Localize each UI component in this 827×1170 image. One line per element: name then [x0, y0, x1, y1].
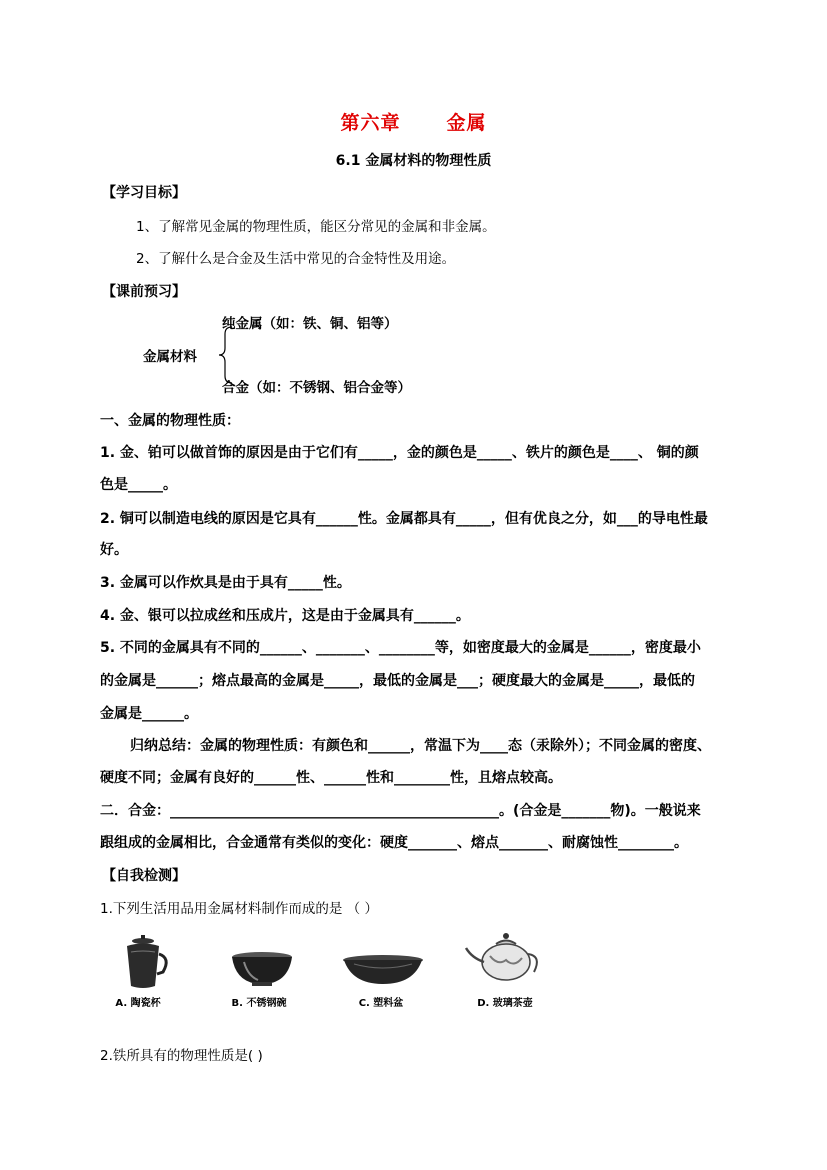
- q5-line2: 的金属是______；熔点最高的金属是_____，最低的金属是___；硬度最大的金属是_____，最低的: [100, 673, 695, 689]
- glass-teapot-icon: [462, 932, 572, 1002]
- plastic-basin-icon: [338, 932, 448, 992]
- q1-line1: 1. 金、铂可以做首饰的原因是由于它们有_____，金的颜色是_____、铁片的颜色是____、 铜的颜: [100, 445, 699, 461]
- option-b-steel-bowl: [222, 932, 332, 1017]
- option-d-glass-teapot: [462, 932, 572, 1017]
- option-c-plastic-basin: [338, 932, 448, 1017]
- section1-heading: 一、金属的物理性质：: [100, 413, 240, 429]
- option-a-ceramic-cup: [97, 932, 207, 1017]
- alloy-line1: 二．合金：_______________________________________________。(合金是_______物)。一般说来: [100, 803, 701, 819]
- preview-heading: 【课前预习】: [102, 284, 186, 300]
- summary-line2: 硬度不同；金属有良好的______性、______性和________性，且熔点较高。: [100, 770, 562, 786]
- selfcheck-heading: 【自我检测】: [102, 868, 186, 884]
- ceramic-cup-icon: [97, 932, 207, 992]
- section-subtitle: 6.1 金属材料的物理性质: [335, 153, 492, 169]
- q3: 3. 金属可以作炊具是由于具有_____性。: [100, 575, 351, 591]
- chapter-topic: 金属: [446, 112, 487, 134]
- steel-bowl-icon: [222, 932, 332, 992]
- selfcheck-q2: 2.铁所具有的物理性质是( ): [100, 1048, 263, 1064]
- option-c-caption: C. 塑料盆: [358, 998, 404, 1009]
- selfcheck-q1: 1.下列生活用品用金属材料制作而成的是 （ ）: [100, 901, 378, 917]
- summary-line1: 归纳总结：金属的物理性质：有颜色和______，常温下为____态（汞除外）；不同金属的密度、: [130, 738, 711, 754]
- option-b-caption: B. 不锈钢碗: [231, 998, 287, 1009]
- metal-materials-label: 金属材料: [143, 349, 197, 365]
- chapter-label: 第六章: [340, 112, 401, 134]
- option-d-caption: D. 玻璃茶壶: [477, 998, 533, 1009]
- q5-line3: 金属是______。: [100, 706, 198, 722]
- alloy-line2: 跟组成的金属相比，合金通常有类似的变化：硬度_______、熔点_______、耐腐蚀性________。: [100, 835, 688, 851]
- q5-line1: 5. 不同的金属具有不同的______、_______、________等，如密度最大的金属是______，密度最小: [100, 640, 701, 656]
- goal-item: 2、了解什么是合金及生活中常见的合金特性及用途。: [136, 251, 456, 267]
- q1-line2: 色是_____。: [100, 477, 177, 493]
- chapter-title: [0, 108, 827, 135]
- option-a-caption: A. 陶瓷杯: [115, 998, 161, 1009]
- goals-heading: 【学习目标】: [102, 185, 186, 201]
- q4: 4. 金、银可以拉成丝和压成片，这是由于金属具有______。: [100, 608, 470, 624]
- goal-item: 1、了解常见金属的物理性质，能区分常见的金属和非金属。: [136, 219, 496, 235]
- branch-pure-metal: 纯金属（如：铁、铜、铝等）: [222, 316, 398, 332]
- q2-line1: 2. 铜可以制造电线的原因是它具有______性。金属都具有_____，但有优良之分，如___的导电性最: [100, 511, 708, 527]
- branch-alloy: 合金（如：不锈钢、铝合金等）: [222, 380, 411, 396]
- q2-line2: 好。: [100, 542, 128, 558]
